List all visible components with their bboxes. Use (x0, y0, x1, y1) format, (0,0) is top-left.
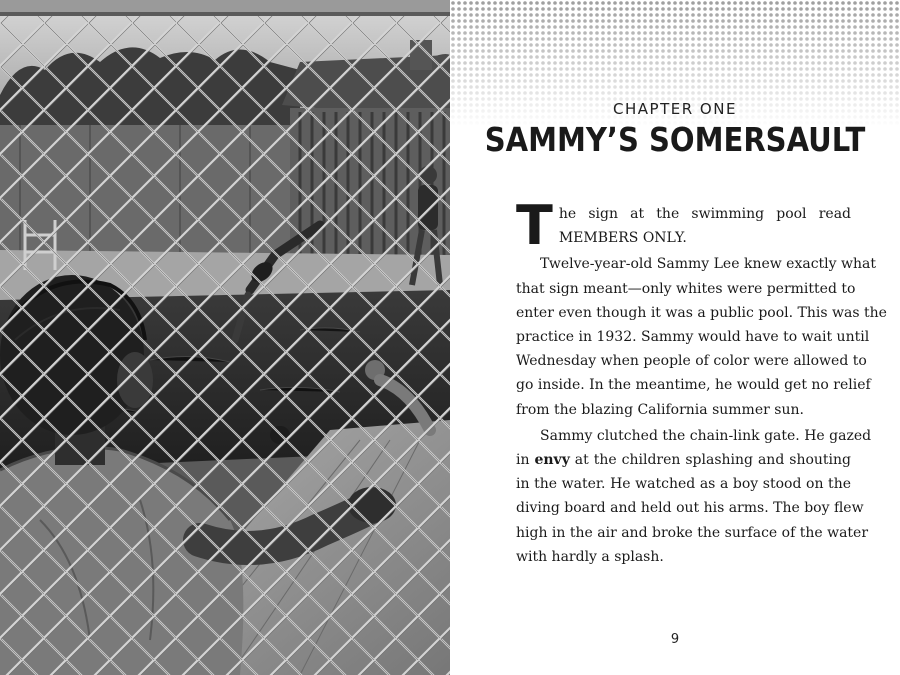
text-line: he sign at the swimming pool read (558, 206, 851, 222)
paragraph-1 (516, 194, 851, 257)
text-line: diving board and held out his arms. The boy flew (516, 500, 864, 517)
vocabulary-word: envy (534, 452, 570, 469)
text-line: high in the air and broke the surface of the water (516, 524, 869, 541)
chapter-title: SAMMY’S SOMERSAULT (484, 120, 866, 159)
text-line: Sammy clutched the chain-link gate. He gazed (540, 427, 872, 444)
text-line: from the blazing California summer sun. (516, 401, 804, 418)
fence-top-rail-shadow (0, 12, 450, 16)
paragraph-2 (516, 252, 887, 421)
text-line: Wednesday when people of color were allowed to (516, 353, 867, 370)
text-line: enter even though it was a public pool. This was the (516, 304, 887, 321)
text-line: go inside. In the meantime, he would get no relief (516, 377, 871, 394)
paragraph-3 (516, 424, 872, 569)
drop-cap: T (516, 194, 553, 257)
text-fragment: in (516, 452, 535, 469)
text-line: Twelve-year-old Sammy Lee knew exactly what (540, 256, 876, 273)
text-line: with hardly a splash. (516, 548, 664, 565)
page-number: 9 (670, 632, 680, 647)
chapter-body (516, 194, 887, 571)
text-page (450, 0, 900, 675)
text-line: practice in 1932. Sammy would have to wait until (516, 329, 870, 346)
text-fragment: at the children splashing and shouting (569, 452, 851, 469)
text-line: that sign meant—only whites were permitted to (516, 280, 856, 297)
text-line: in the water. He watched as a boy stood on the (516, 476, 851, 493)
text-line (516, 448, 851, 472)
chapter-label: CHAPTER ONE (613, 100, 737, 118)
text-line: MEMBERS ONLY. (558, 230, 687, 247)
fence-top-rail (0, 0, 450, 14)
